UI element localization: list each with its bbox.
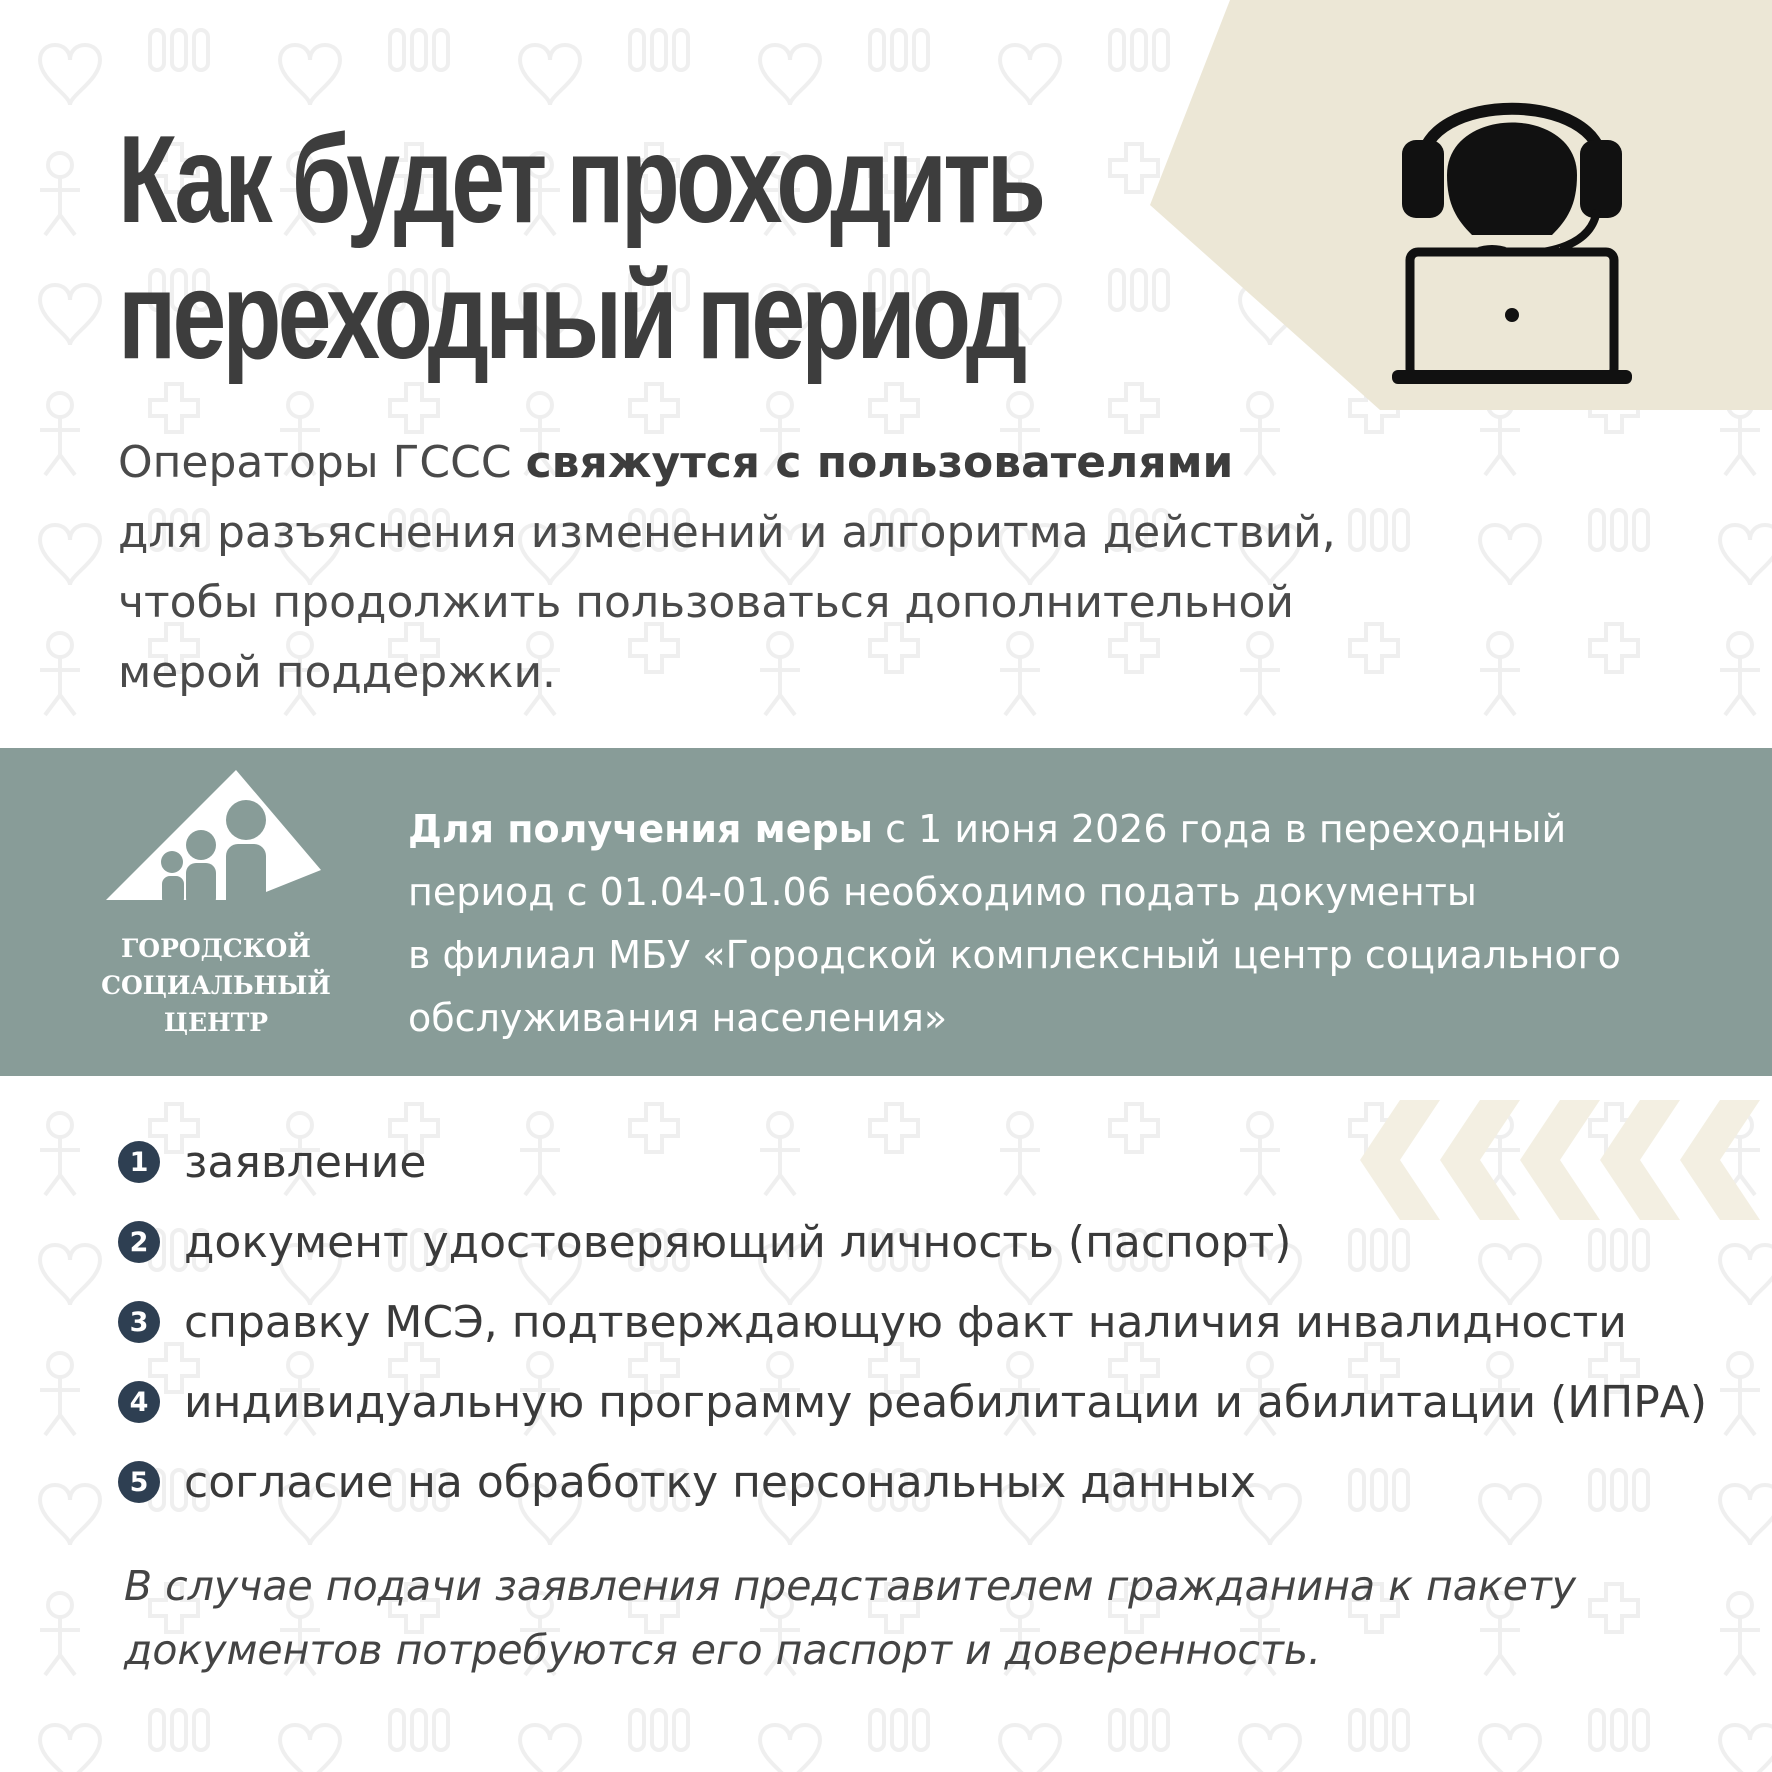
list-item: [118, 1202, 1768, 1282]
title-line-2: переходный период: [118, 247, 1024, 385]
number-badge: 4: [118, 1381, 160, 1423]
logo-line-2: СОЦИАЛЬНЫЙ: [101, 971, 331, 1000]
number-badge: 1: [118, 1141, 160, 1183]
intro-text-part1: Операторы ГССС: [118, 437, 526, 488]
intro-line-3: чтобы продолжить пользоваться дополнительной: [118, 577, 1294, 628]
document-text: согласие на обработку персональных данных: [184, 1456, 1257, 1508]
number-badge: 3: [118, 1301, 160, 1343]
band-line-2: период с 01.04-01.06 необходимо подать документы: [408, 870, 1477, 914]
band-line-1-rest: с 1 июня 2026 года в переходный: [873, 807, 1567, 851]
intro-line-4: мерой поддержки.: [118, 647, 557, 698]
intro-line-2: для разъяснения изменений и алгоритма действий,: [118, 507, 1336, 558]
page-title: [118, 112, 1093, 384]
list-item: [118, 1282, 1768, 1362]
band-line-3: в филиал МБУ «Городской комплексный центр социального: [408, 933, 1621, 977]
list-item: [118, 1122, 1768, 1202]
band-bold-text: Для получения меры: [408, 807, 874, 851]
intro-paragraph: [118, 428, 1458, 708]
band-info-text: [408, 798, 1748, 1050]
document-text: индивидуальную программу реабилитации и абилитации (ИПРА): [184, 1376, 1708, 1428]
documents-list: [118, 1122, 1768, 1522]
list-item: [118, 1362, 1768, 1442]
list-item: [118, 1442, 1768, 1522]
number-badge: 5: [118, 1461, 160, 1503]
title-line-1: Как будет проходить: [118, 111, 1043, 249]
footnote: [124, 1554, 1684, 1682]
intro-bold-text: свяжутся с пользователями: [525, 437, 1234, 488]
number-badge: 2: [118, 1221, 160, 1263]
document-text: заявление: [184, 1136, 427, 1188]
logo-line-3: ЦЕНТР: [163, 1008, 269, 1037]
note-line-1: В случае подачи заявления представителем гражданина к пакету: [124, 1562, 1577, 1610]
band-line-4: обслуживания населения»: [408, 996, 948, 1040]
logo-line-1: ГОРОДСКОЙ: [121, 934, 311, 963]
operator-headset-icon: [1392, 70, 1632, 390]
organization-logo-text: [96, 930, 336, 1041]
note-line-2: документов потребуются его паспорт и доверенность.: [124, 1626, 1322, 1674]
document-text: документ удостоверяющий личность (паспорт): [184, 1216, 1292, 1268]
document-text: справку МСЭ, подтверждающую факт наличия инвалидности: [184, 1296, 1627, 1348]
